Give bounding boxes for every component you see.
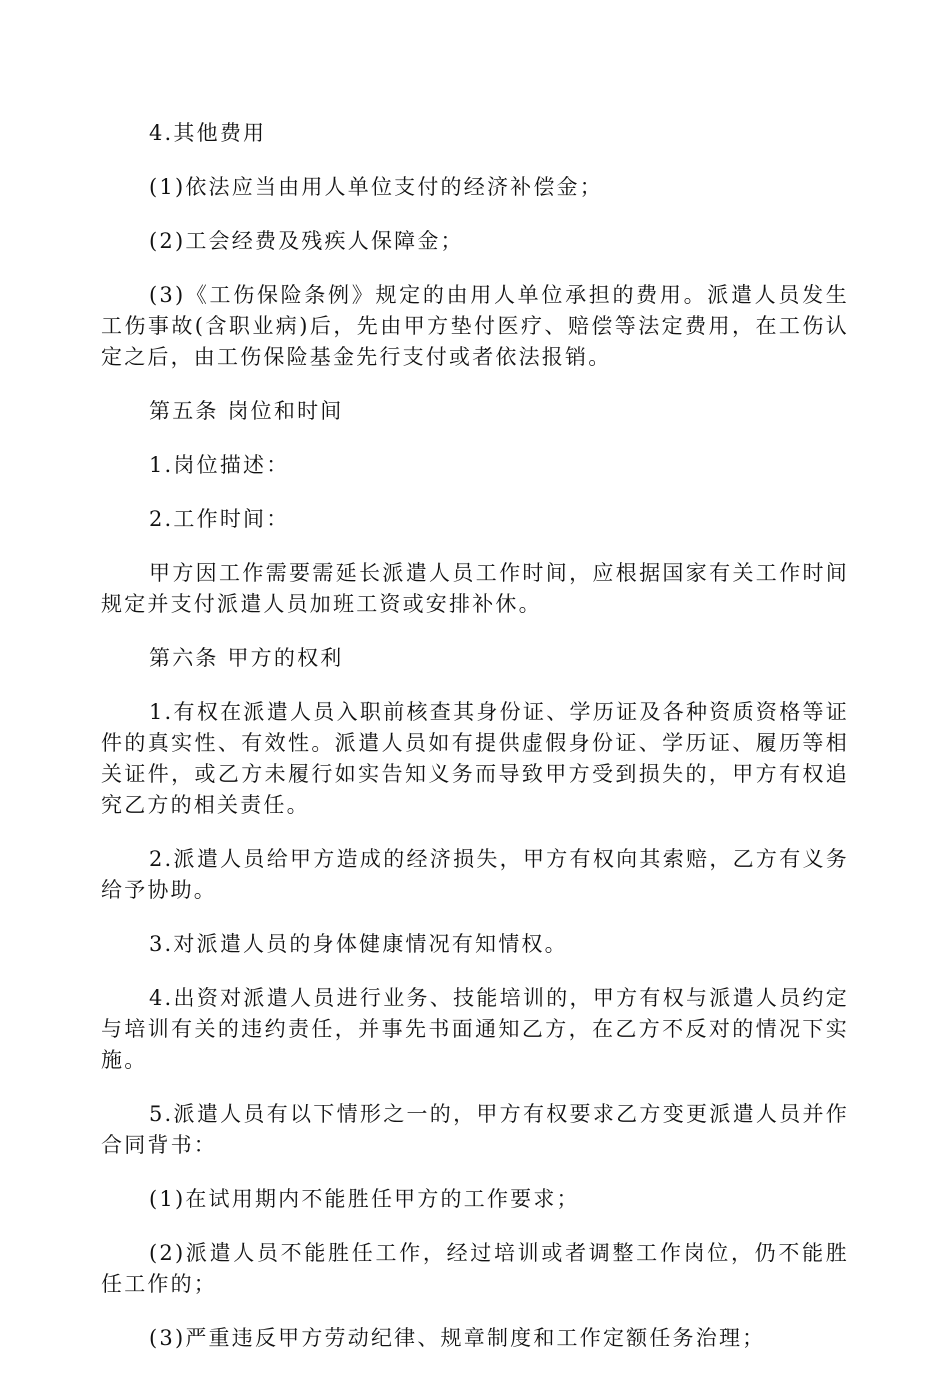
paragraph-right-verify-documents: 1.有权在派遣人员入职前核查其身份证、学历证及各种资质资格等证件的真实性、有效性。派遣人员如有提供虚假身份证、学历证、履历等相关证件，或乙方未履行如实告知义务而导致甲方受到损失的，甲方有权追究乙方的相关责任。 [101, 700, 849, 817]
article-five-heading: 第五条 岗位和时间 [149, 399, 344, 423]
paragraph-overtime: 甲方因工作需要需延长派遣人员工作时间，应根据国家有关工作时间规定并支付派遣人员加班工资或安排补休。 [101, 561, 849, 616]
paragraph-right-health-info: 3.对派遣人员的身体健康情况有知情权。 [149, 932, 568, 956]
paragraph-item-incompetent: (2)派遣人员不能胜任工作，经过培训或者调整工作岗位，仍不能胜任工作的； [101, 1241, 849, 1296]
paragraph-right-replace-staff: 5.派遣人员有以下情形之一的，甲方有权要求乙方变更派遣人员并作合同背书： [101, 1102, 849, 1157]
paragraph-item-union-fees: (2)工会经费及残疾人保障金； [149, 229, 464, 253]
paragraph-item-violation: (3)严重违反甲方劳动纪律、规章制度和工作定额任务治理； [149, 1326, 766, 1350]
paragraph-working-hours: 2.工作时间： [149, 507, 290, 531]
paragraph-right-training: 4.出资对派遣人员进行业务、技能培训的，甲方有权与派遣人员约定与培训有关的违约责任，并事先书面通知乙方，在乙方不反对的情况下实施。 [101, 986, 849, 1072]
paragraph-position-description: 1.岗位描述： [149, 453, 290, 477]
paragraph-item-probation: (1)在试用期内不能胜任甲方的工作要求； [149, 1187, 580, 1211]
document-body [101, 118, 849, 1377]
paragraph-right-claim-losses: 2.派遣人员给甲方造成的经济损失，甲方有权向其索赔，乙方有义务给予协助。 [101, 847, 849, 902]
article-six-heading: 第六条 甲方的权利 [149, 646, 344, 670]
paragraph-other-fees-heading: 4.其他费用 [149, 121, 267, 145]
paragraph-item-economic-compensation: (1)依法应当由用人单位支付的经济补偿金； [149, 175, 603, 199]
paragraph-item-work-injury: (3)《工伤保险条例》规定的由用人单位承担的费用。派遣人员发生工伤事故(含职业病)后，先由甲方垫付医疗、赔偿等法定费用，在工伤认定之后，由工伤保险基金先行支付或者依法报销。 [101, 283, 849, 369]
